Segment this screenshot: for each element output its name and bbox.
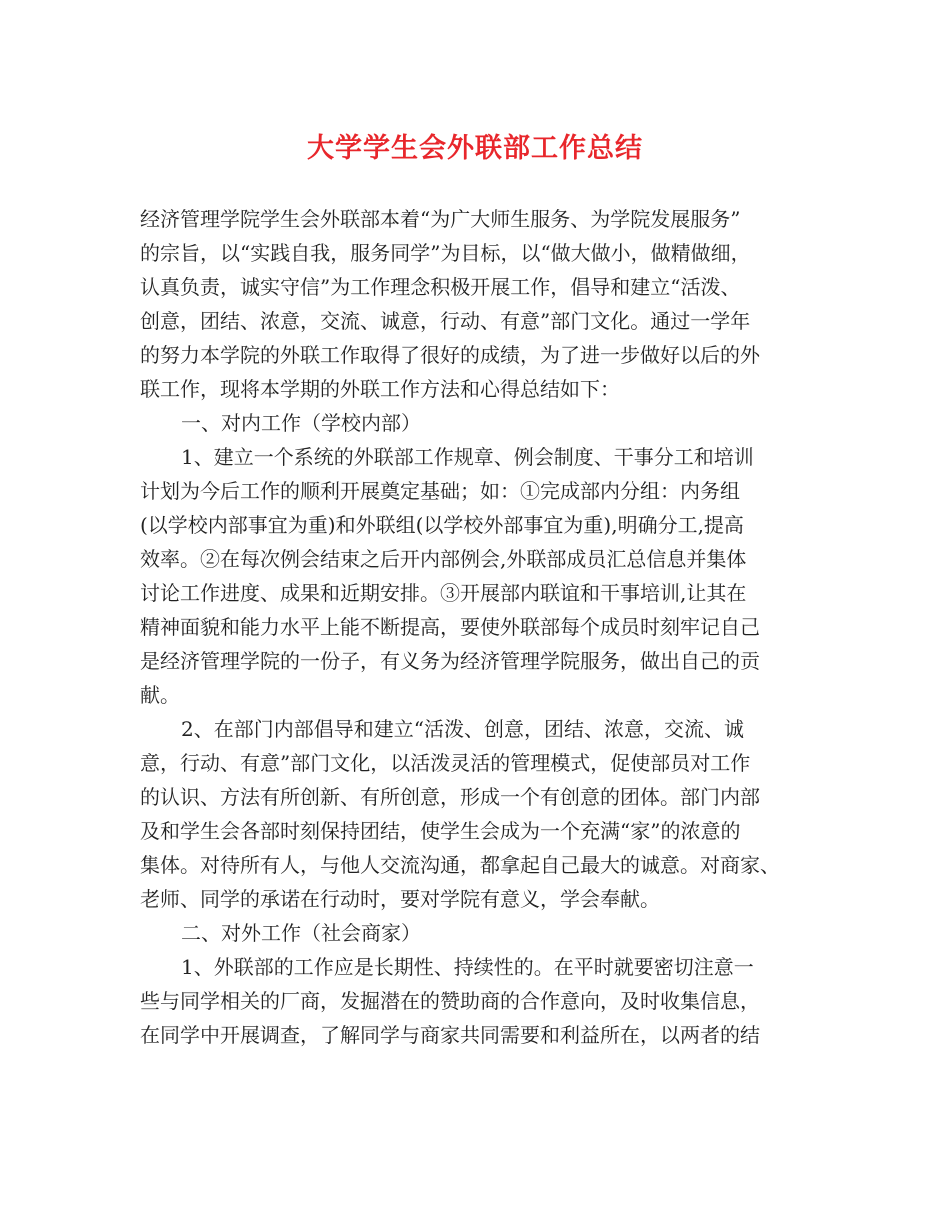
body-line: 意，行动、有意”部门文化，以活泼灵活的管理模式，促使部员对工作 [140,751,751,775]
body-line: 精神面貌和能力水平上能不断提高，要使外联部每个成员时刻牢记自己 [140,615,760,639]
body-line: 认真负责，诚实守信”为工作理念积极开展工作，倡导和建立“活泼、 [140,275,741,299]
body-line: 效率。②在每次例会结束之后开内部例会,外联部成员汇总信息并集体 [140,547,747,571]
body-line: 老师、同学的承诺在行动时，要对学院有意义，学会奉献。 [140,887,660,911]
body-line: 联工作，现将本学期的外联工作方法和心得总结如下： [140,377,620,401]
section-heading: 二、对外工作（社会商家） [181,921,421,945]
body-line: 的认识、方法有所创新、有所创意，形成一个有创意的团体。部门内部 [140,785,760,809]
body-line: 是经济管理学院的一份子，有义务为经济管理学院服务，做出自己的贡 [140,649,760,673]
body-line: 讨论工作进度、成果和近期安排。③开展部内联谊和干事培训,让其在 [140,581,747,605]
body-line: 些与同学相关的厂商，发掘潜在的赞助商的合作意向，及时收集信息， [140,989,760,1013]
document-title: 大学学生会外联部工作总结 [307,133,643,164]
body-line: 创意，团结、浓意，交流、诚意，行动、有意”部门文化。通过一学年 [140,309,751,333]
body-line: 在同学中开展调查，了解同学与商家共同需要和利益所在，以两者的结 [140,1023,760,1047]
body-line: 集体。对待所有人，与他人交流沟通，都拿起自己最大的诚意。对商家、 [140,853,780,877]
body-line: 及和学生会各部时刻保持团结，使学生会成为一个充满“家”的浓意的 [140,819,741,843]
body-line: 1、建立一个系统的外联部工作规章、例会制度、干事分工和培训 [181,445,754,469]
body-line: 的努力本学院的外联工作取得了很好的成绩，为了进一步做好以后的外 [140,343,760,367]
section-heading: 一、对内工作（学校内部） [181,411,421,435]
body-line: 2、在部门内部倡导和建立“活泼、创意，团结、浓意，交流、诚 [181,717,744,741]
body-line: (以学校内部事宜为重)和外联组(以学校外部事宜为重),明确分工,提高 [140,513,744,537]
body-line: 的宗旨，以“实践自我，服务同学”为目标，以“做大做小，做精做细， [140,241,751,265]
body-line: 计划为今后工作的顺利开展奠定基础；如：①完成部内分组：内务组 [140,479,740,503]
body-line: 经济管理学院学生会外联部本着“为广大师生服务、为学院发展服务” [140,207,741,231]
body-line: 1、外联部的工作应是长期性、持续性的。在平时就要密切注意一 [181,955,754,979]
body-line: 献。 [140,683,180,707]
